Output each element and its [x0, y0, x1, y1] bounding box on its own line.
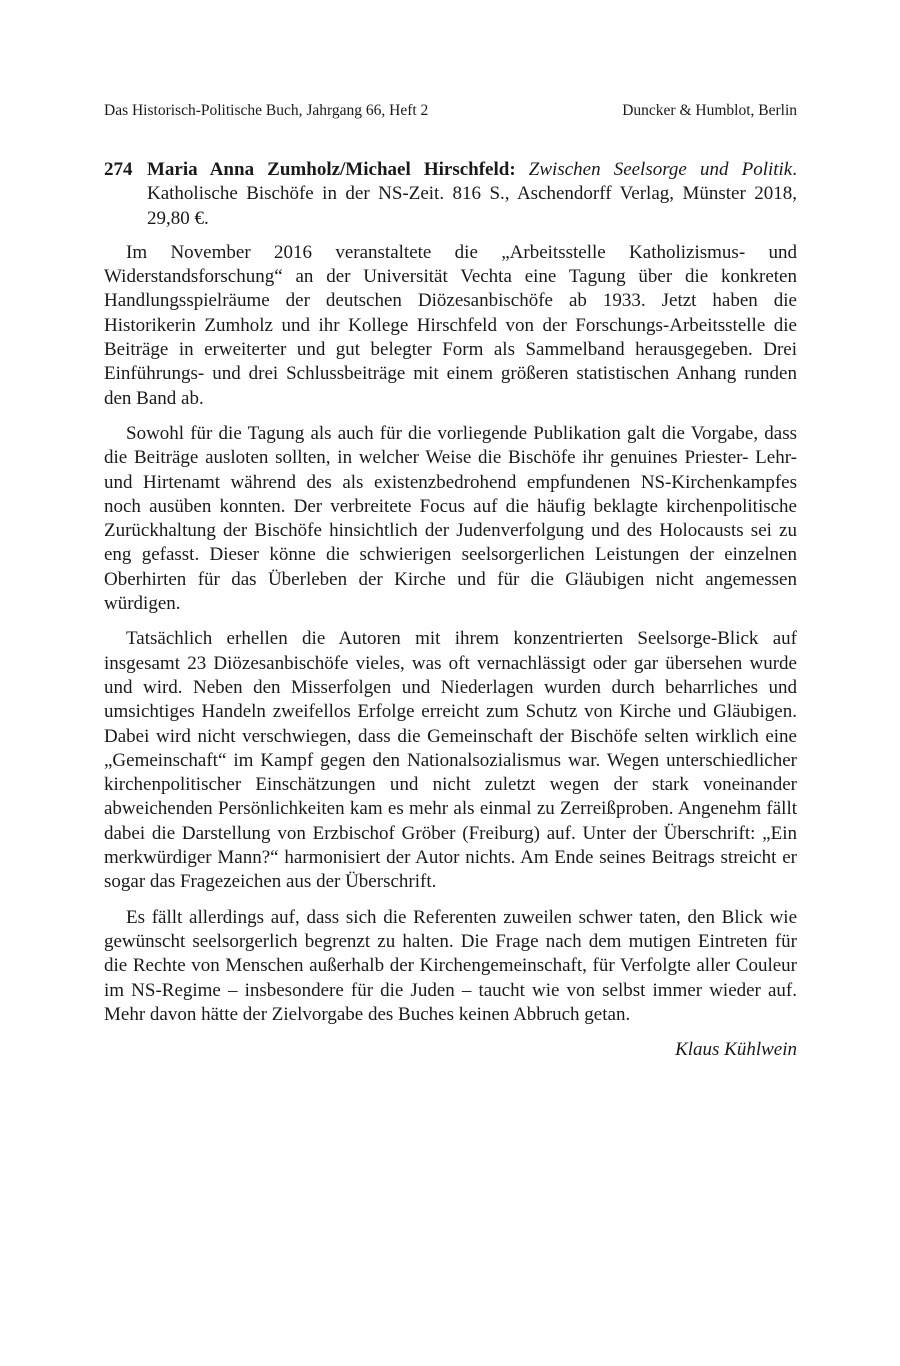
journal-title: Das Historisch-Politische Buch, Jahrgang 66, Heft 2: [104, 102, 429, 119]
book-authors: Maria Anna Zumholz/Michael Hirschfeld:: [147, 159, 516, 180]
book-title: Zwischen Seelsorge und Politik: [528, 159, 793, 180]
bibliographic-entry: [104, 158, 797, 231]
entry-number: 274: [104, 159, 133, 180]
review-paragraph: Im November 2016 veranstaltete die „Arbeitsstelle Katholizismus- und Widerstandsforschung“ an der Universität Vechta eine Tagung über die konkreten Handlungsspielräume der deutschen Diözesanbischöfe ab 1933. Jetzt haben die Historikerin Zumholz und ihr Kollege Hirschfeld von der Forschungs-Arbeitsstelle die Beiträge in erweiterter und gut belegter Form als Sammelband herausgegeben. Drei Einführungs- und drei Schlussbeiträge mit einem größeren statistischen Anhang runden den Band ab.: [104, 241, 797, 409]
review-entry: [104, 158, 797, 1062]
review-paragraph: Tatsächlich erhellen die Autoren mit ihrem konzentrierten Seelsorge-Blick auf insgesamt 23 Diözesanbischöfe vieles, was oft vernachlässigt oder gar übersehen wurde und wird. Neben den Misserfolgen und Niederlagen wurden durch beharrliches und umsichtiges Handeln zweifellos Erfolge erreicht zum Schutz von Kirche und Gläubigen. Dabei wird nicht verschwiegen, dass die Gemeinschaft der Bischöfe selten wirklich eine „Gemeinschaft“ im Kampf gegen den Nationalsozialismus war. Wegen unterschiedlicher kirchenpolitischer Einschätzungen und nicht zuletzt wegen der stark voneinander abweichenden Persönlichkeiten kam es mehr als einmal zu Zerreißproben. Angenehm fällt dabei die Darstellung von Erzbischof Gröber (Freiburg) auf. Unter der Überschrift: „Ein merkwürdiger Mann?“ harmonisiert der Autor nichts. Am Ende seines Beitrags streicht er sogar das Fragezeichen aus der Überschrift.: [104, 628, 797, 893]
reviewer-name: Klaus Kühlwein: [675, 1039, 797, 1061]
review-paragraph: Es fällt allerdings auf, dass sich die Referenten zuweilen schwer taten, den Blick wie gewünscht seelsorgerlich begrenzt zu halten. Die Frage nach dem mutigen Eintreten für die Rechte von Menschen außerhalb der Kirchengemeinschaft, für Verfolgte aller Couleur im NS-Regime – insbesondere für die Juden – taucht wie von selbst immer wieder auf. Mehr davon hätte der Zielvorgabe des Buches keinen Abbruch getan.: [104, 906, 797, 1025]
running-header: [104, 101, 797, 121]
book-details: . Katholische Bischöfe in der NS-Zeit. 816 S., Aschendorff Verlag, Münster 2018, 29,80 €.: [147, 159, 797, 229]
review-body: [104, 241, 797, 1027]
publisher: Duncker & Humblot, Berlin: [622, 102, 797, 119]
review-paragraph: Sowohl für die Tagung als auch für die vorliegende Publikation galt die Vorgabe, dass die Beiträge ausloten sollten, in welcher Weise die Bischöfe ihr genuines Priester- Lehr- und Hirtenamt während des als existenzbedrohend empfundenen NS-Kirchenkampfes noch ausüben konnten. Der verbreitete Focus auf die häufig beklagte kirchenpolitische Zurückhaltung der Bischöfe hinsichtlich der Judenverfolgung und des Holocausts sei zu eng gefasst. Dieser könne die schwierigen seelsorgerlichen Leistungen der einzelnen Oberhirten für das Überleben der Kirche und für die Gläubigen nicht angemessen würdigen.: [104, 422, 797, 615]
